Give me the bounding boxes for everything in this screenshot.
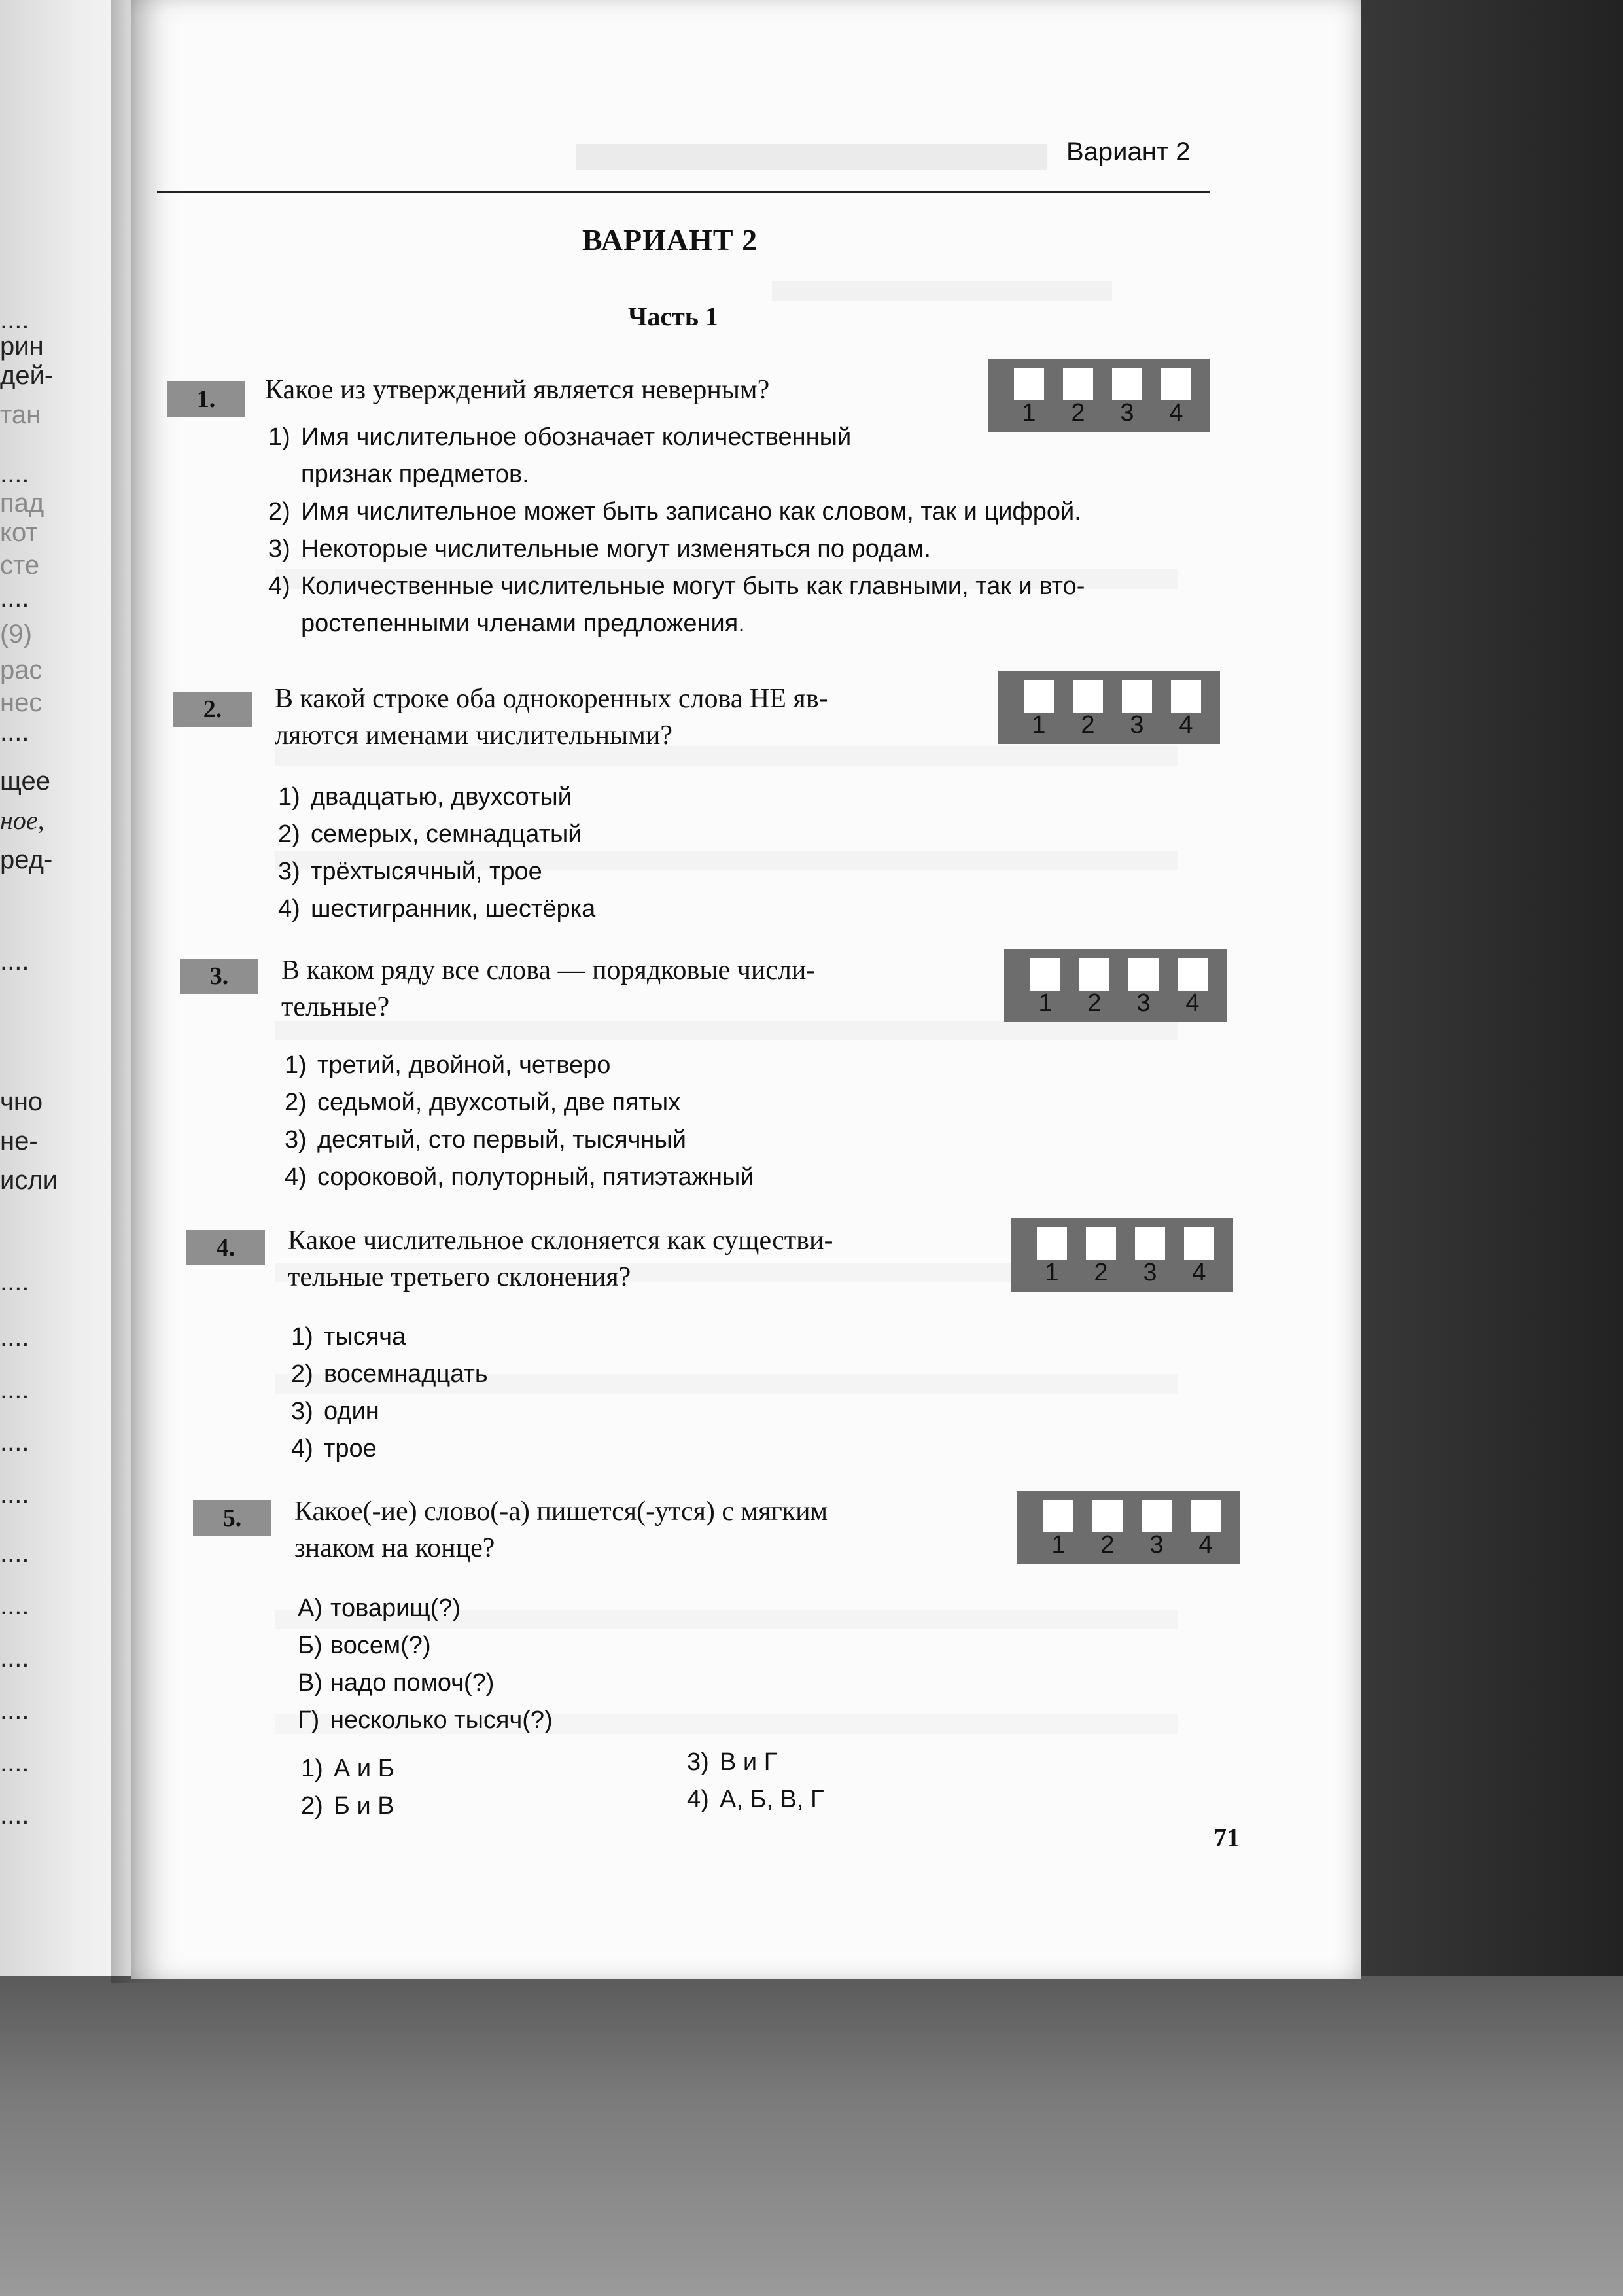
option: 1) двадцатью, двухсотый [278,783,572,811]
option: 4) трое [291,1435,377,1462]
left-fragment: дей- [0,361,54,390]
statement-item: Б) восем(?) [298,1632,431,1659]
option: 2) Б и В [301,1792,394,1820]
answer-cell[interactable] [1171,680,1201,713]
option: 2) семерых, семнадцатый [278,821,582,848]
statement-item: А) товарищ(?) [298,1595,461,1622]
header-rule [157,191,1210,193]
answer-options [285,1047,754,1196]
option: 4) сороковой, полуторный, пятиэтажный [285,1163,754,1191]
answer-cell[interactable] [1086,1227,1116,1260]
left-fragment: пад [0,489,44,518]
answer-cell[interactable] [1112,368,1142,400]
answer-label: 2 [1100,1531,1115,1559]
question-text: В какой строке оба однокоренных слова НЕ яв- ляются именами числительными? [275,684,828,751]
answer-label: 1 [1038,989,1053,1017]
answer-box[interactable] [988,359,1210,432]
answer-options [278,779,595,928]
left-fragment: исли [0,1166,58,1195]
left-fragment: .... [0,1644,29,1672]
answer-box[interactable] [998,671,1220,744]
statement-items [298,1590,553,1739]
page-number: 71 [1213,1823,1240,1852]
variant-title: ВАРИАНТ 2 [582,223,758,256]
option: 1) Имя числительное обозначает количественный [268,423,852,451]
book-spine-shadow [111,0,164,1983]
left-fragment: нес [0,688,43,717]
left-fragment: .... [0,718,29,747]
option: 1) тысяча [291,1323,406,1351]
answer-box[interactable] [1011,1218,1233,1292]
answer-cell[interactable] [1122,680,1152,713]
statement-item: В) надо помоч(?) [298,1669,495,1697]
left-fragment: .... [0,1267,29,1296]
answer-label: 4 [1179,711,1193,739]
left-fragment: рин [0,332,44,361]
answer-label: 2 [1081,711,1095,739]
answer-cell[interactable] [1128,958,1159,991]
question-text: Какое числительное склоняется как существи- тельные третьего склонения? [288,1226,833,1292]
question-number: 3. [180,959,258,994]
left-fragment: .... [0,584,29,612]
answer-label: 3 [1143,1259,1157,1286]
answer-label: 4 [1198,1531,1213,1559]
answer-cell[interactable] [1014,368,1044,400]
answer-label: 1 [1051,1531,1066,1559]
scanner-bottom [0,1976,1623,2296]
option: 1) А и Б [301,1755,394,1782]
answer-cell[interactable] [1073,680,1103,713]
left-fragment: тан [0,400,41,429]
option: 2) восемнадцать [291,1360,488,1388]
option: 4) Количественные числительные могут быть как главными, так и вто- [268,573,1085,600]
left-fragment: не- [0,1127,38,1156]
option: 3) трёхтысячный, трое [278,858,542,885]
left-fragment: рас [0,656,43,684]
left-fragment: ное, [0,805,44,835]
answer-label: 3 [1136,989,1151,1017]
option: 3) один [291,1398,379,1425]
answer-cell[interactable] [1079,958,1109,991]
question-text: Какое из утверждений является неверным? [265,375,770,405]
answer-label: 3 [1130,711,1144,739]
option: 2) седьмой, двухсотый, две пятых [285,1089,681,1116]
answer-cell[interactable] [1024,680,1054,713]
answer-label: 4 [1185,989,1200,1017]
statement-item: Г) несколько тысяч(?) [298,1706,553,1734]
answer-label: 4 [1169,399,1183,427]
option: 4) шестигранник, шестёрка [278,895,596,923]
question-number: 5. [193,1500,271,1536]
left-fragment: .... [0,1480,29,1509]
left-fragment: .... [0,1696,29,1725]
left-fragment: кот [0,518,38,547]
answer-cell[interactable] [1092,1500,1123,1532]
answer-cell[interactable] [1191,1500,1221,1532]
left-fragment: .... [0,306,29,334]
option: 2) Имя числительное может быть записано как словом, так и цифрой. [268,498,1081,525]
answer-label: 4 [1192,1259,1206,1286]
answer-label: 2 [1094,1259,1108,1286]
answer-label: 2 [1087,989,1102,1017]
answer-cell[interactable] [1135,1227,1165,1260]
answer-options [268,419,1085,643]
left-fragment: .... [0,1539,29,1568]
answer-box[interactable] [1004,949,1227,1022]
answer-cell[interactable] [1037,1227,1067,1260]
answer-label: 1 [1022,399,1036,427]
left-fragment: .... [0,1428,29,1457]
left-fragment: .... [0,1801,29,1829]
answer-cell[interactable] [1043,1500,1073,1532]
running-header: Вариант 2 [1066,137,1191,166]
answer-cell[interactable] [1030,958,1060,991]
question-text: Какое(-ие) слово(-а) пишется(-утся) с мягким знаком на конце? [294,1496,828,1563]
left-fragment: .... [0,1591,29,1620]
answer-label: 3 [1120,399,1134,427]
answer-box[interactable] [1017,1491,1240,1564]
answer-label: 3 [1149,1531,1164,1559]
left-fragment: .... [0,947,29,976]
left-fragment: .... [0,1748,29,1777]
option: 3) Некоторые числительные могут изменяться по родам. [268,535,931,563]
option: 3) десятый, сто первый, тысячный [285,1126,686,1154]
option-continuation: ростепенными членами предложения. [301,610,745,637]
option: 3) В и Г [687,1748,778,1776]
left-fragment: .... [0,459,29,488]
answer-options [291,1318,488,1468]
left-fragment: .... [0,1375,29,1404]
part-title: Часть 1 [628,302,718,331]
question-number: 4. [186,1230,265,1265]
answer-cell[interactable] [1142,1500,1172,1532]
left-fragment: (9) [0,620,32,648]
question-number: 1. [167,381,245,417]
answer-cell[interactable] [1184,1227,1214,1260]
question-text: В каком ряду все слова — порядковые числи- тельные? [281,955,816,1022]
answer-cell[interactable] [1161,368,1191,400]
option: 1) третий, двойной, четверо [285,1051,611,1079]
answer-label: 1 [1045,1259,1059,1286]
option-continuation: признак предметов. [301,461,529,488]
answer-label: 2 [1071,399,1085,427]
answer-options [687,1744,824,1818]
answer-label: 1 [1032,711,1046,739]
left-fragment: сте [0,551,40,580]
answer-cell[interactable] [1178,958,1208,991]
question-number: 2. [173,692,252,727]
option: 4) А, Б, В, Г [687,1786,824,1813]
left-fragment: чно [0,1087,43,1116]
answer-options [301,1750,394,1825]
left-fragment: ред- [0,845,53,874]
left-fragment: .... [0,1323,29,1352]
answer-cell[interactable] [1063,368,1093,400]
scanner-edge [1335,0,1623,2296]
left-fragment: щее [0,767,50,796]
